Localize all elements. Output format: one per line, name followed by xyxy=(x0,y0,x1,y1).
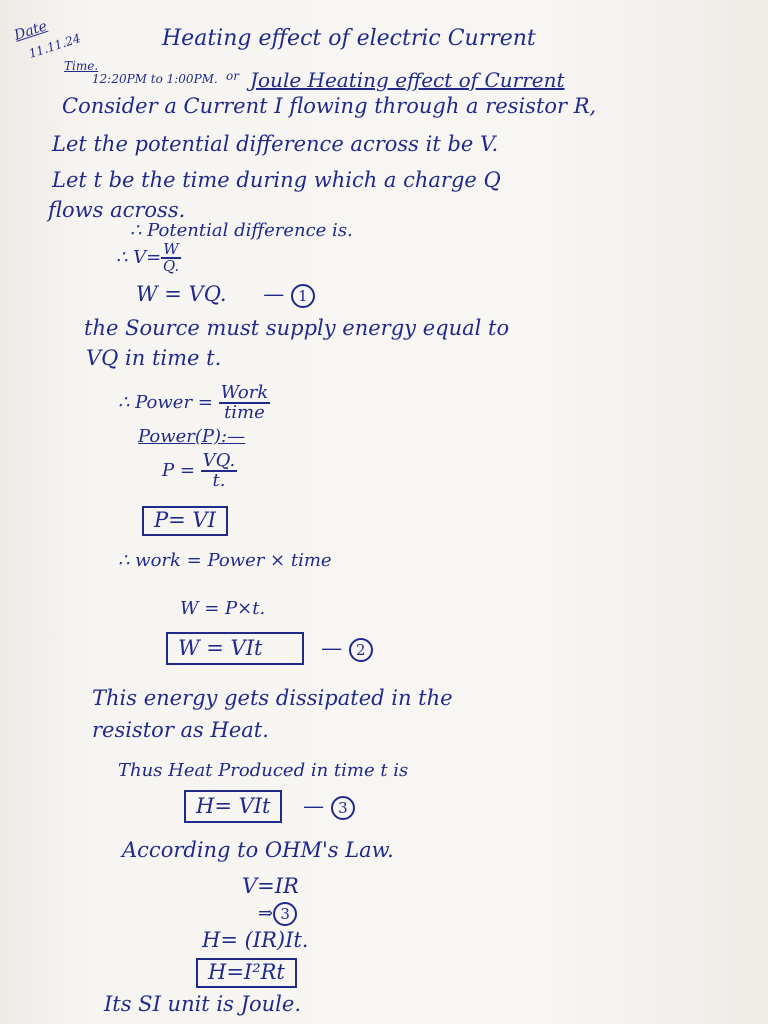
power-definition-fraction xyxy=(219,384,271,422)
equation-3-expr: H= VIt xyxy=(184,790,282,823)
intro-line-3: Let t be the time during which a charge Q xyxy=(52,168,501,192)
intro-line-1: Consider a Current I flowing through a resistor R, xyxy=(62,94,597,118)
dissipated-line-2: resistor as Heat. xyxy=(92,718,269,742)
equation-2 xyxy=(166,638,373,662)
potential-num: W xyxy=(163,240,179,258)
intro-line-2: Let the potential difference across it be V. xyxy=(52,132,499,156)
heat-final-box: H=I²Rt xyxy=(196,958,297,988)
equation-2-number: 2 xyxy=(349,638,373,662)
date-value: 11.11.24 xyxy=(27,31,83,61)
power-p-den: t. xyxy=(212,470,226,491)
potential-equation xyxy=(116,242,181,274)
equation-1-expr: W = VQ. xyxy=(136,282,227,306)
power-p-fraction xyxy=(201,452,238,490)
power-definition-lhs: ∴ Power = xyxy=(118,392,213,413)
or-label: or xyxy=(226,69,239,83)
power-definition-den: time xyxy=(224,402,265,423)
equation-3-dash: — xyxy=(303,794,325,818)
si-unit: Its SI unit is Joule. xyxy=(104,992,301,1016)
power-vi-box: P= VI xyxy=(142,506,228,536)
equation-1 xyxy=(136,284,315,308)
potential-lhs: ∴ V= xyxy=(116,247,162,268)
intro-line-4: flows across. xyxy=(48,198,186,222)
equation-3 xyxy=(184,796,355,820)
work-definition: ∴ work = Power × time xyxy=(118,550,332,571)
time-value: 12:20PM to 1:00PM. xyxy=(92,72,218,86)
power-definition xyxy=(118,384,270,422)
potential-label: ∴ Potential difference is. xyxy=(130,220,353,241)
equation-1-number: 1 xyxy=(291,284,315,308)
ohm-ref-number: 3 xyxy=(273,902,297,926)
equation-1-dash: — xyxy=(263,282,285,306)
ohm-label: According to OHM's Law. xyxy=(122,838,394,862)
equation-2-expr: W = VIt xyxy=(166,632,304,665)
page-title: Heating effect of electric Current xyxy=(162,26,536,51)
power-p-label: Power(P):— xyxy=(138,426,246,447)
heat-intro: Thus Heat Produced in time t is xyxy=(118,760,409,781)
power-p-num: VQ. xyxy=(202,450,236,471)
equation-2-dash: — xyxy=(321,636,343,660)
work-pt: W = P×t. xyxy=(180,598,266,619)
time-label: Time. xyxy=(64,59,99,73)
h-irit: H= (IR)It. xyxy=(202,928,309,952)
date-label: Date xyxy=(12,18,50,44)
page-subtitle: Joule Heating effect of Current xyxy=(250,68,565,92)
implies-icon: ⇒ xyxy=(258,903,274,924)
power-p-lhs: P = xyxy=(162,460,195,481)
source-line-2: VQ in time t. xyxy=(86,346,222,370)
ohm-equation: V=IR xyxy=(242,874,299,898)
equation-3-number: 3 xyxy=(331,796,355,820)
power-p-equation xyxy=(162,452,237,490)
source-line-1: the Source must supply energy equal to xyxy=(84,316,510,340)
ohm-implies xyxy=(258,902,297,926)
potential-den: Q. xyxy=(162,257,180,275)
potential-fraction xyxy=(161,242,180,274)
power-definition-num: Work xyxy=(220,382,269,403)
dissipated-line-1: This energy gets dissipated in the xyxy=(92,686,453,710)
